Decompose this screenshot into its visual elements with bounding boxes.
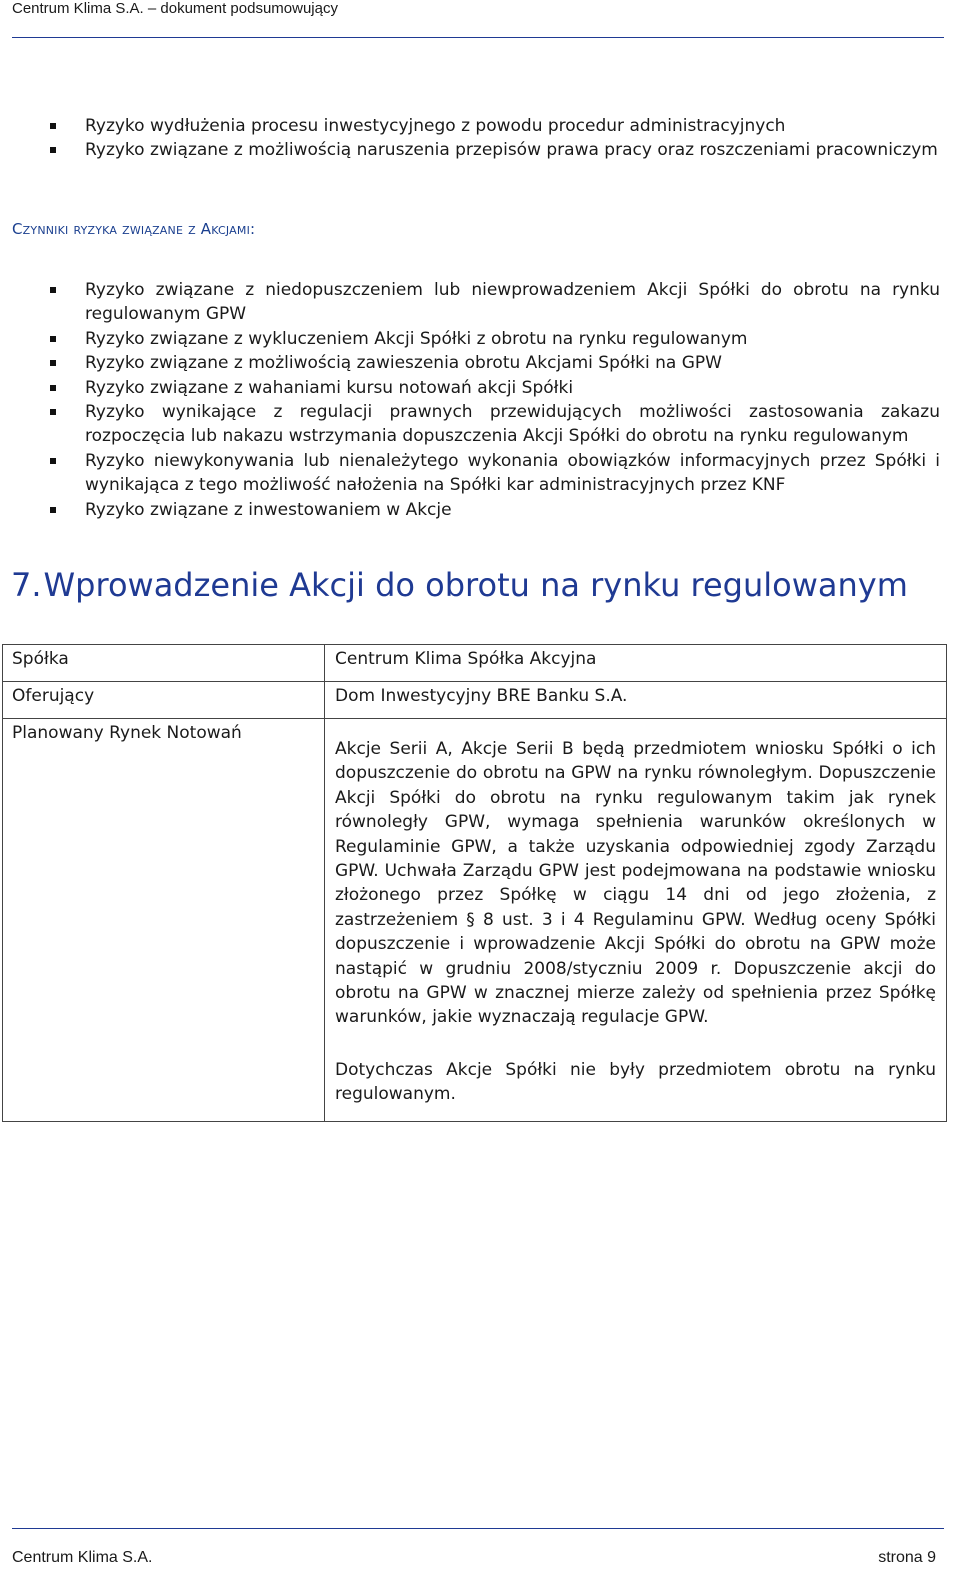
value-paragraph: Akcje Serii A, Akcje Serii B będą przedmiotem wniosku Spółki o ich dopuszczenie do obrotu na GPW na rynku równoległym. Dopuszczenie Akcji Spółki do obrotu na rynku regulowanym takim jak rynek równoległy GPW, wymaga spełnienia warunków określonych w Regulaminie GPW, a także uzyskania odpowiedniej zgody Zarządu GPW. Uchwała Zarządu GPW jest podejmowana na podstawie wniosku złożonego przez Spółkę w ciągu 14 dni od jego złożenia, z zastrzeżeniem § 8 ust. 3 i 4 Regulaminu GPW. Według oceny Spółki dopuszczenie i wprowadzenie Akcji Spółki do obrotu na GPW może nastąpić w grudniu 2008/styczniu 2009 r. Dopuszczenie akcji do obrotu na GPW w znacznej mierze zależy od spełnienia przez Spółkę warunków, jakie wyznaczają regulacje GPW. — [335, 739, 936, 1028]
list-item — [50, 138, 940, 162]
table-row — [3, 645, 947, 682]
section-caption: Czynniki ryzyka związane z Akcjami: — [12, 220, 256, 238]
list-item-text: Ryzyko związane z wahaniami kursu notowań akcji Spółki — [85, 377, 574, 398]
page-number: strona 9 — [878, 1549, 936, 1566]
list-item-text: Ryzyko związane z możliwością naruszenia przepisów prawa pracy oraz roszczeniami pracowniczym — [85, 140, 938, 161]
list-item — [50, 376, 940, 400]
bullet-square-icon — [50, 147, 56, 153]
footer-company: Centrum Klima S.A. — [12, 1549, 153, 1566]
bullet-square-icon — [50, 507, 56, 513]
table-row — [3, 719, 947, 1122]
share-risk-list — [50, 278, 940, 522]
list-item — [50, 351, 940, 375]
bullet-square-icon — [50, 360, 56, 366]
listing-info-table — [2, 644, 947, 1122]
list-item-text: Ryzyko związane z możliwością zawieszenia obrotu Akcjami Spółki na GPW — [85, 353, 722, 374]
table-row — [3, 682, 947, 719]
list-item — [50, 278, 940, 327]
value-paragraph: Dotychczas Akcje Spółki nie były przedmiotem obrotu na rynku regulowanym. — [335, 1059, 936, 1105]
row-label: Planowany Rynek Notowań — [3, 719, 325, 1122]
row-value: Dom Inwestycyjny BRE Banku S.A. — [325, 682, 947, 719]
list-item — [50, 498, 940, 522]
bullet-square-icon — [50, 385, 56, 391]
row-value: Centrum Klima Spółka Akcyjna — [325, 645, 947, 682]
page-header — [12, 0, 944, 40]
bullet-square-icon — [50, 409, 56, 415]
row-value — [325, 719, 947, 1122]
list-item — [50, 449, 940, 498]
list-item — [50, 327, 940, 351]
bullet-square-icon — [50, 336, 56, 342]
section-heading — [11, 566, 908, 604]
row-label: Oferujący — [3, 682, 325, 719]
row-label: Spółka — [3, 645, 325, 682]
header-divider — [12, 37, 944, 38]
list-item-text: Ryzyko niewykonywania lub nienależytego wykonania obowiązków informacyjnych przez Spółki i wynikająca z tego możliwość nałożenia na Spółki kar administracyjnych przez KNF — [85, 450, 940, 496]
list-item-text: Ryzyko wydłużenia procesu inwestycyjnego z powodu procedur administracyjnych — [85, 116, 786, 136]
bullet-square-icon — [50, 458, 56, 464]
list-item-text: Ryzyko związane z inwestowaniem w Akcje — [85, 499, 452, 520]
operational-risk-list — [50, 114, 940, 163]
list-item — [50, 114, 940, 138]
list-item-text: Ryzyko związane z niedopuszczeniem lub niewprowadzeniem Akcji Spółki do obrotu na rynku regulowanym GPW — [85, 280, 940, 325]
footer-divider — [12, 1528, 944, 1529]
header-title: Centrum Klima S.A. – dokument podsumowujący — [12, 0, 338, 17]
bullet-square-icon — [50, 123, 56, 129]
list-item-text: Ryzyko związane z wykluczeniem Akcji Spółki z obrotu na rynku regulowanym — [85, 328, 748, 349]
list-item-text: Ryzyko wynikające z regulacji prawnych przewidujących możliwości zastosowania zakazu rozpoczęcia lub nakazu wstrzymania dopuszczenia Akcji Spółki do obrotu na rynku regulowanym — [85, 402, 940, 447]
section-title: Wprowadzenie Akcji do obrotu na rynku regulowanym — [43, 566, 908, 604]
section-number: 7. — [11, 566, 42, 604]
list-item — [50, 400, 940, 449]
bullet-square-icon — [50, 287, 56, 293]
